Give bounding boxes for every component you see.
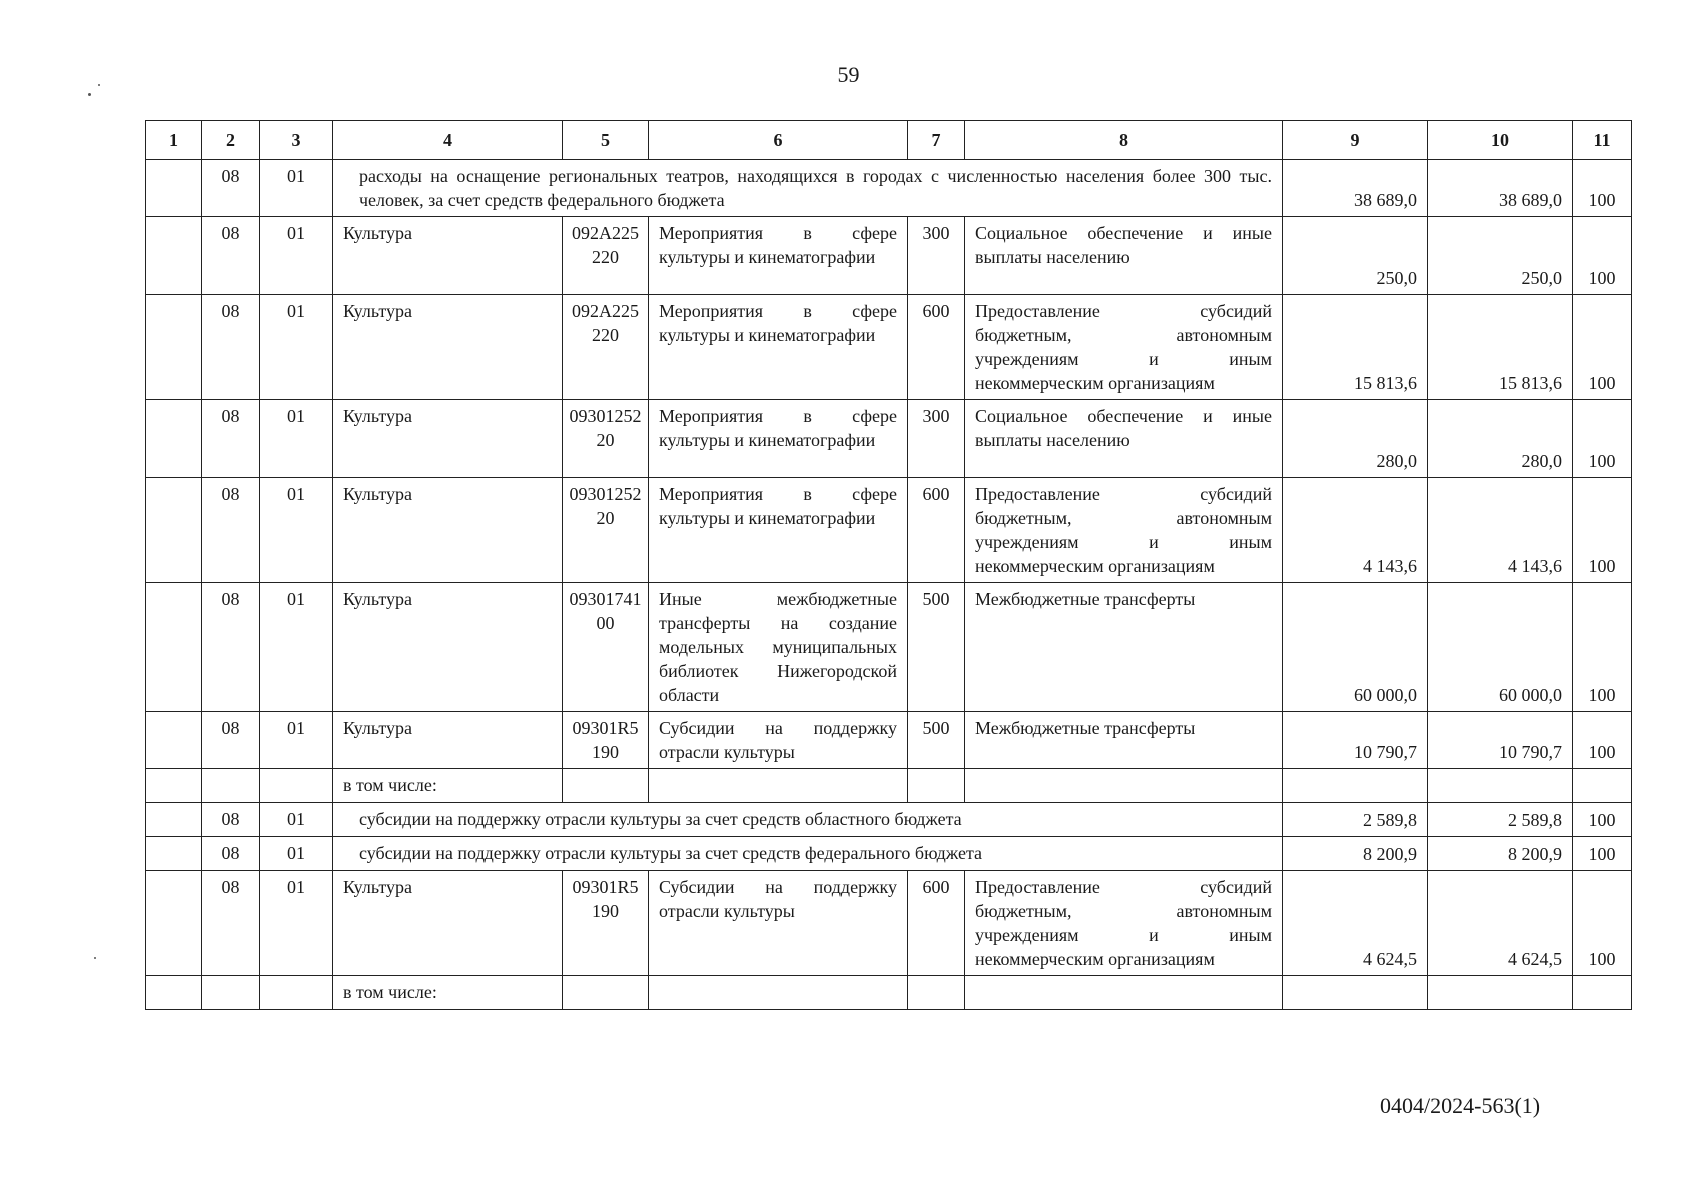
cell-target-name: Иные межбюджетные трансферты на создание модельных муниципальных библиотек Нижегородской области <box>649 583 908 712</box>
cell-amount-9: 4 143,6 <box>1283 478 1428 583</box>
cell-description: субсидии на поддержку отрасли культуры за счет средств федерального бюджета <box>333 837 1283 871</box>
cell-percent: 100 <box>1573 583 1632 712</box>
scan-speck <box>88 93 91 96</box>
cell-expense-type: 600 <box>908 871 965 976</box>
cell-percent: 100 <box>1573 803 1632 837</box>
page-number: 59 <box>837 62 860 87</box>
table-header-row <box>146 121 1632 160</box>
column-header-2: 2 <box>202 121 260 160</box>
cell-expense-type: 500 <box>908 712 965 769</box>
cell-empty <box>1573 976 1632 1010</box>
table-row <box>146 803 1632 837</box>
cell-target-name: Мероприятия в сфере культуры и кинематографии <box>649 400 908 478</box>
cell-target-name: Мероприятия в сфере культуры и кинематографии <box>649 295 908 400</box>
cell-empty <box>965 976 1283 1010</box>
cell-amount-9: 38 689,0 <box>1283 160 1428 217</box>
cell-amount-10: 4 143,6 <box>1428 478 1573 583</box>
cell-empty <box>649 769 908 803</box>
cell-subsection: 01 <box>260 803 333 837</box>
cell-col1 <box>146 712 202 769</box>
cell-amount-9: 8 200,9 <box>1283 837 1428 871</box>
cell-name: Культура <box>333 400 563 478</box>
cell-col1 <box>146 976 202 1010</box>
table-row <box>146 295 1632 400</box>
cell-subsection: 01 <box>260 583 333 712</box>
cell-section: 08 <box>202 400 260 478</box>
cell-amount-10: 8 200,9 <box>1428 837 1573 871</box>
cell-expense-type: 600 <box>908 295 965 400</box>
cell-empty <box>563 769 649 803</box>
cell-subsection: 01 <box>260 871 333 976</box>
cell-col1 <box>146 583 202 712</box>
cell-target-name: Субсидии на поддержку отрасли культуры <box>649 871 908 976</box>
table-row <box>146 769 1632 803</box>
column-header-3: 3 <box>260 121 333 160</box>
budget-table <box>145 120 1632 1010</box>
scan-speck <box>98 84 100 86</box>
cell-empty <box>965 769 1283 803</box>
cell-target-name: Мероприятия в сфере культуры и кинематографии <box>649 478 908 583</box>
cell-description: субсидии на поддержку отрасли культуры за счет средств областного бюджета <box>333 803 1283 837</box>
cell-name: Культура <box>333 217 563 295</box>
cell-amount-10: 2 589,8 <box>1428 803 1573 837</box>
cell-description: расходы на оснащение региональных театров, находящихся в городах с численностью населения более 300 тыс. человек, за счет средств федерального бюджета <box>333 160 1283 217</box>
cell-amount-9: 280,0 <box>1283 400 1428 478</box>
cell-section <box>202 976 260 1010</box>
cell-expense-type-name: Социальное обеспечение и иные выплаты населению <box>965 217 1283 295</box>
cell-note: в том числе: <box>333 976 563 1010</box>
table-row <box>146 160 1632 217</box>
cell-target-name: Субсидии на поддержку отрасли культуры <box>649 712 908 769</box>
cell-expense-type: 300 <box>908 217 965 295</box>
cell-section: 08 <box>202 478 260 583</box>
cell-percent: 100 <box>1573 217 1632 295</box>
cell-col1 <box>146 803 202 837</box>
column-header-11: 11 <box>1573 121 1632 160</box>
cell-subsection <box>260 976 333 1010</box>
cell-empty <box>1283 769 1428 803</box>
cell-col1 <box>146 478 202 583</box>
cell-target-code: 092A225220 <box>563 295 649 400</box>
cell-name: Культура <box>333 478 563 583</box>
cell-empty <box>1573 769 1632 803</box>
cell-section: 08 <box>202 295 260 400</box>
cell-percent: 100 <box>1573 478 1632 583</box>
cell-target-code: 0930125220 <box>563 478 649 583</box>
cell-subsection: 01 <box>260 400 333 478</box>
scan-speck <box>94 957 96 959</box>
cell-empty <box>563 976 649 1010</box>
cell-col1 <box>146 160 202 217</box>
cell-subsection <box>260 769 333 803</box>
table-row <box>146 478 1632 583</box>
cell-col1 <box>146 769 202 803</box>
cell-section: 08 <box>202 803 260 837</box>
cell-name: Культура <box>333 871 563 976</box>
cell-expense-type: 500 <box>908 583 965 712</box>
column-header-5: 5 <box>563 121 649 160</box>
cell-amount-10: 250,0 <box>1428 217 1573 295</box>
cell-target-code: 09301R5190 <box>563 871 649 976</box>
cell-target-code: 0930125220 <box>563 400 649 478</box>
column-header-9: 9 <box>1283 121 1428 160</box>
cell-subsection: 01 <box>260 837 333 871</box>
cell-empty <box>1428 976 1573 1010</box>
cell-name: Культура <box>333 712 563 769</box>
table-row <box>146 871 1632 976</box>
cell-percent: 100 <box>1573 712 1632 769</box>
cell-amount-10: 4 624,5 <box>1428 871 1573 976</box>
cell-subsection: 01 <box>260 295 333 400</box>
cell-expense-type: 300 <box>908 400 965 478</box>
cell-empty <box>908 769 965 803</box>
column-header-7: 7 <box>908 121 965 160</box>
cell-empty <box>1283 976 1428 1010</box>
cell-target-name: Мероприятия в сфере культуры и кинематографии <box>649 217 908 295</box>
cell-subsection: 01 <box>260 160 333 217</box>
cell-empty <box>908 976 965 1010</box>
cell-amount-9: 60 000,0 <box>1283 583 1428 712</box>
cell-section <box>202 769 260 803</box>
cell-col1 <box>146 837 202 871</box>
cell-percent: 100 <box>1573 871 1632 976</box>
cell-expense-type-name: Предоставление субсидий бюджетным, автономным учреждениям и иным некоммерческим организациям <box>965 478 1283 583</box>
cell-percent: 100 <box>1573 295 1632 400</box>
table-row <box>146 400 1632 478</box>
column-header-10: 10 <box>1428 121 1573 160</box>
cell-percent: 100 <box>1573 160 1632 217</box>
cell-col1 <box>146 400 202 478</box>
cell-amount-9: 4 624,5 <box>1283 871 1428 976</box>
column-header-6: 6 <box>649 121 908 160</box>
cell-col1 <box>146 217 202 295</box>
cell-amount-10: 38 689,0 <box>1428 160 1573 217</box>
cell-expense-type-name: Предоставление субсидий бюджетным, автономным учреждениям и иным некоммерческим организациям <box>965 871 1283 976</box>
cell-amount-9: 250,0 <box>1283 217 1428 295</box>
column-header-4: 4 <box>333 121 563 160</box>
cell-expense-type-name: Социальное обеспечение и иные выплаты населению <box>965 400 1283 478</box>
cell-expense-type: 600 <box>908 478 965 583</box>
cell-percent: 100 <box>1573 837 1632 871</box>
cell-amount-10: 60 000,0 <box>1428 583 1573 712</box>
cell-empty <box>649 976 908 1010</box>
cell-col1 <box>146 295 202 400</box>
cell-target-code: 0930174100 <box>563 583 649 712</box>
table-row <box>146 583 1632 712</box>
column-header-1: 1 <box>146 121 202 160</box>
cell-target-code: 09301R5190 <box>563 712 649 769</box>
document-code: 0404/2024-563(1) <box>1380 1093 1541 1118</box>
cell-col1 <box>146 871 202 976</box>
cell-expense-type-name: Межбюджетные трансферты <box>965 712 1283 769</box>
cell-section: 08 <box>202 217 260 295</box>
cell-percent: 100 <box>1573 400 1632 478</box>
cell-amount-10: 10 790,7 <box>1428 712 1573 769</box>
cell-section: 08 <box>202 583 260 712</box>
cell-section: 08 <box>202 871 260 976</box>
cell-note: в том числе: <box>333 769 563 803</box>
cell-section: 08 <box>202 837 260 871</box>
cell-subsection: 01 <box>260 217 333 295</box>
cell-subsection: 01 <box>260 712 333 769</box>
table-row <box>146 837 1632 871</box>
cell-name: Культура <box>333 295 563 400</box>
cell-subsection: 01 <box>260 478 333 583</box>
cell-amount-9: 2 589,8 <box>1283 803 1428 837</box>
cell-empty <box>1428 769 1573 803</box>
column-header-8: 8 <box>965 121 1283 160</box>
table-row <box>146 976 1632 1010</box>
cell-amount-10: 280,0 <box>1428 400 1573 478</box>
cell-amount-10: 15 813,6 <box>1428 295 1573 400</box>
cell-amount-9: 15 813,6 <box>1283 295 1428 400</box>
cell-section: 08 <box>202 160 260 217</box>
cell-target-code: 092A225220 <box>563 217 649 295</box>
table-body <box>146 160 1632 1010</box>
table-row <box>146 712 1632 769</box>
table-row <box>146 217 1632 295</box>
cell-section: 08 <box>202 712 260 769</box>
cell-expense-type-name: Предоставление субсидий бюджетным, автономным учреждениям и иным некоммерческим организациям <box>965 295 1283 400</box>
cell-name: Культура <box>333 583 563 712</box>
cell-amount-9: 10 790,7 <box>1283 712 1428 769</box>
cell-expense-type-name: Межбюджетные трансферты <box>965 583 1283 712</box>
